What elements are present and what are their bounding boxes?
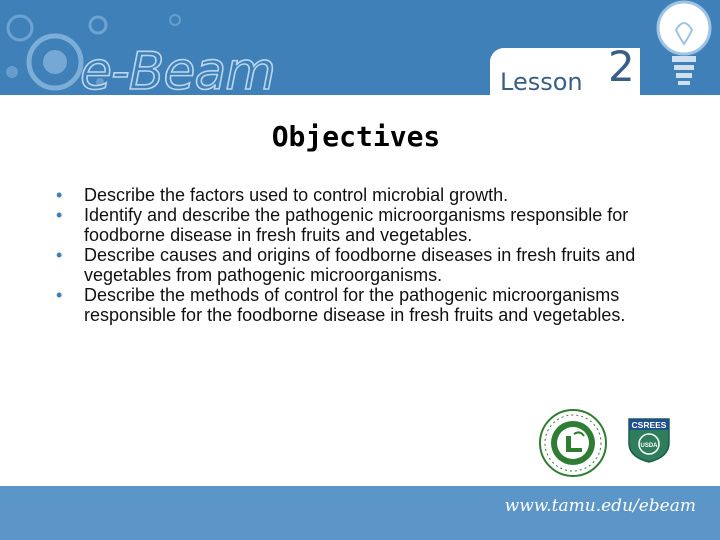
svg-text:USDA: USDA — [640, 443, 658, 449]
ebeam-logo: e-Beam — [80, 42, 275, 95]
objective-item: • Describe the factors used to control microbial growth. — [56, 185, 656, 205]
objectives-list — [56, 185, 656, 325]
national-center-seal-logo — [538, 408, 608, 478]
objective-item: • Describe the methods of control for the pathogenic microorganisms responsible for the foodborne disease in fresh fruits and vegetables. — [56, 285, 656, 325]
footer-url-link[interactable]: www.tamu.edu/ebeam — [504, 496, 696, 516]
lesson-number: 2 — [608, 42, 635, 91]
objective-item: • Describe causes and origins of foodborne diseases in fresh fruits and vegetables from pathogenic microorganisms. — [56, 245, 656, 285]
lightbulb-icon — [638, 0, 720, 100]
page-title: Objectives — [271, 120, 441, 153]
svg-text:CSREES: CSREES — [631, 420, 667, 430]
lesson-label: Lesson — [500, 68, 583, 96]
objective-item: • Identify and describe the pathogenic microorganisms responsible for foodborne disease in fresh fruits and vegetables. — [56, 205, 656, 245]
csrees-seal-logo — [625, 415, 673, 463]
footer-bar — [0, 486, 720, 540]
